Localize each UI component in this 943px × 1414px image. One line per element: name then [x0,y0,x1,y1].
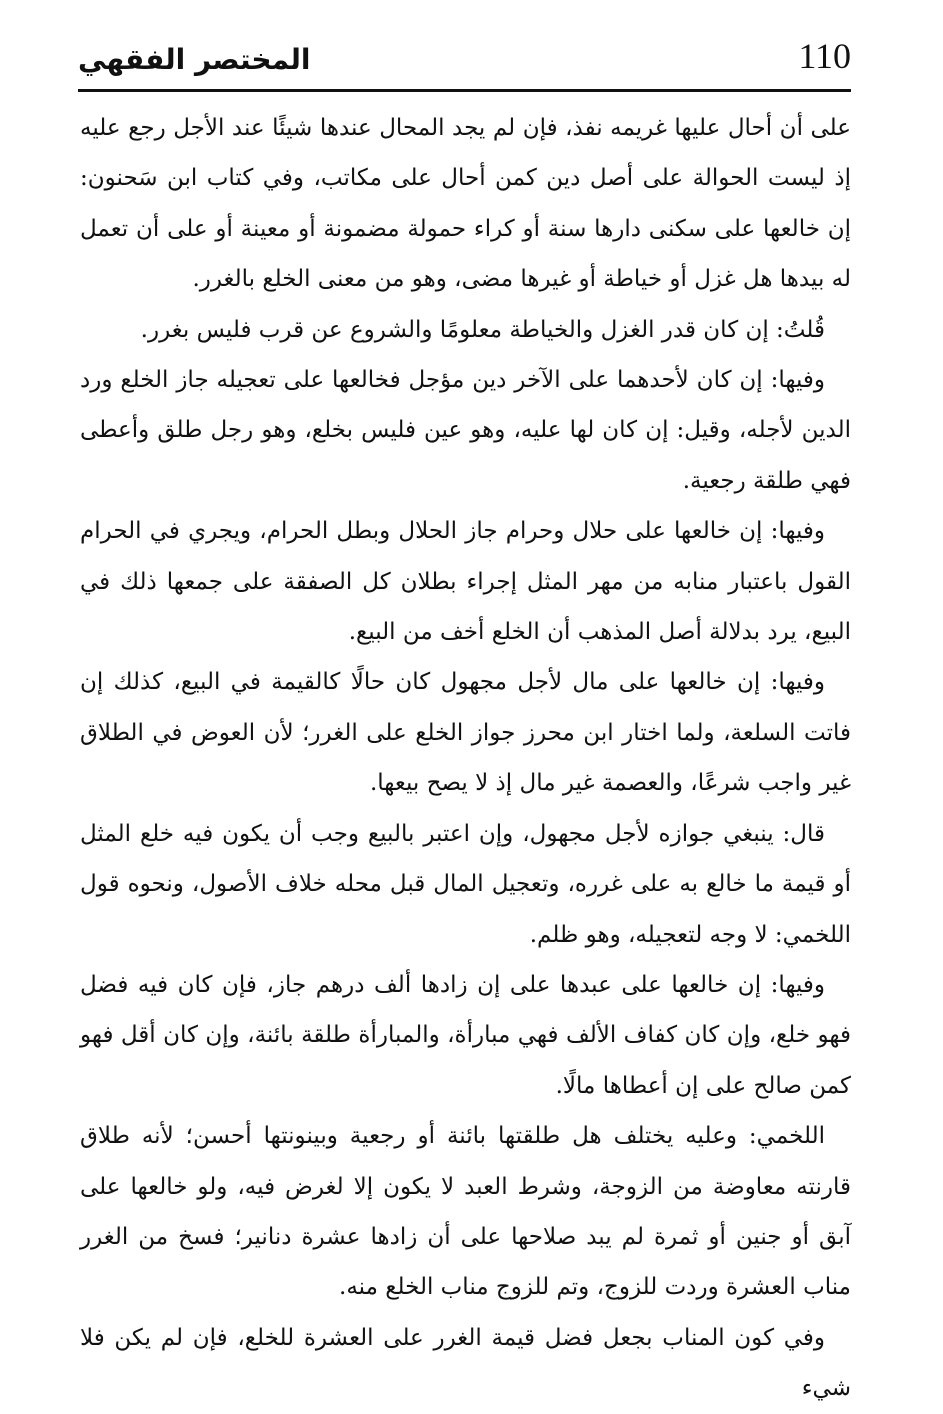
paragraph: على أن أحال عليها غريمه نفذ، فإن لم يجد المحال عندها شيئًا عند الأجل رجع عليه إذ ليست الحوالة على أصل دين كمن أحال على مكاتب، وفي كتاب ابن سَحنون: إن خالعها على سكنى دارها سنة أو كراء حمولة مضمونة أو معينة أو على أن تعمل له بيدها هل غزل أو خياطة أو غيرها مضى، وهو من معنى الخلع بالغرر. [80,115,851,293]
page-number: 110 [798,36,851,76]
paragraph: قُلتُ: إن كان قدر الغزل والخياطة معلومًا والشروع عن قرب فليس بغرر. [140,316,825,343]
paragraph: وفيها: إن خالعها على مال لأجل مجهول كان حالًا كالقيمة في البيع، كذلك إن فاتت السلعة، ولما اختار ابن محرز جواز الخلع على الغرر؛ لأن العوض في الطلاق غير واجب شرعًا، والعصمة غير مال إذ لا يصح بيعها. [80,669,851,797]
paragraph: وفيها: إن كان لأحدهما على الآخر دين مؤجل فخالعها على تعجيله جاز الخلع ورد الدين لأجله، وقيل: إن كان لها عليه، وهو عين فليس بخلع، وهو رجل طلق وأعطى فهي طلقة رجعية. [80,367,851,494]
paragraph: وفي كون المناب بجعل فضل قيمة الغرر على العشرة للخلع، فإن لم يكن فلا شيء [80,1324,851,1402]
paragraph: اللخمي: وعليه يختلف هل طلقتها بائنة أو رجعية وبينونتها أحسن؛ لأنه طلاق قارنته معاوضة من الزوجة، وشرط العبد لا يكون إلا لغرض فيه، ولو خالعها على آبق أو جنين أو ثمرة لم يبد صلاحها على أن زادها عشرة دنانير؛ فسخ من الغرر مناب العشرة وردت للزوج، وتم للزوج مناب الخلع منه. [80,1123,851,1301]
body-text [80,103,851,1414]
running-title: المختصر الفقهي [78,43,311,76]
header-divider [78,89,851,92]
paragraph: قال: ينبغي جوازه لأجل مجهول، وإن اعتبر بالبيع وجب أن يكون فيه خلع المثل أو قيمة ما خالع به على غرره، وتعجيل المال قبل محله خلاف الأصول، ونحوه قول اللخمي: لا وجه لتعجيله، وهو ظلم. [80,820,851,948]
page-header [78,32,851,92]
paragraph: وفيها: إن خالعها على عبدها على إن زادها ألف درهم جاز، فإن كان فيه فضل فهو خلع، وإن كان كفاف الألف فهي مبارأة، والمبارأة طلقة بائنة، وإن كان أقل فهو كمن صالح على إن أعطاها مالًا. [80,971,851,1099]
paragraph: وفيها: إن خالعها على حلال وحرام جاز الحلال وبطل الحرام، ويجري في الحرام القول باعتبار منابه من مهر المثل إجراء بطلان كل الصفقة على جمعها ذلك في البيع، يرد بدلالة أصل المذهب أن الخلع أخف من البيع. [80,518,851,646]
